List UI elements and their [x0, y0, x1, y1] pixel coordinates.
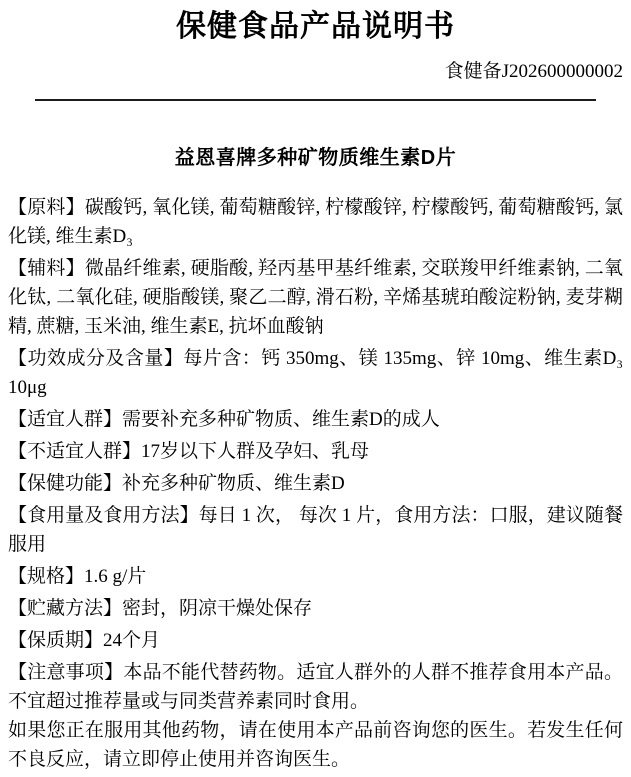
section-suitable-people — [8, 405, 623, 434]
section-content: 每日 1 次， 每次 1 片，食用方法：口服，建议随餐服用 — [8, 505, 623, 555]
section-content: 密封，阴凉干燥处保存 — [122, 598, 313, 619]
section-precautions — [8, 658, 623, 774]
section-content: 1.6 g/片 — [84, 566, 147, 587]
section-storage — [8, 594, 623, 623]
section-label: 【不适宜人群】 — [8, 441, 142, 462]
section-content: 补充多种矿物质、维生素D — [122, 473, 345, 494]
section-label: 【适宜人群】 — [8, 409, 123, 430]
section-label: 【辅料】 — [8, 258, 85, 279]
section-excipients — [8, 254, 623, 341]
section-dosage-method — [8, 501, 623, 559]
section-specification — [8, 562, 623, 591]
section-content: 17岁以下人群及孕妇、乳母 — [141, 441, 370, 462]
section-shelf-life — [8, 626, 623, 655]
registration-number: 食健备J202600000002 — [444, 61, 623, 82]
section-content: 每片含：钙 350mg、镁 135mg、锌 10mg、维生素D₃ 10μg — [8, 348, 623, 398]
section-label: 【规格】 — [8, 566, 85, 587]
section-label: 【贮藏方法】 — [8, 598, 123, 619]
section-health-function — [8, 469, 623, 498]
section-label: 【注意事项】 — [8, 662, 124, 683]
section-content-continued: 如果您正在服用其他药物，请在使用本产品前咨询您的医生。若发生任何不良反应，请立即停止使用并咨询医生。 — [8, 720, 623, 770]
section-raw-materials — [8, 193, 623, 251]
header-divider — [35, 99, 596, 101]
section-content: 碳酸钙, 氧化镁, 葡萄糖酸锌, 柠檬酸锌, 柠檬酸钙, 葡萄糖酸钙, 氯化镁, 维生素D₃ — [8, 197, 623, 247]
document-body — [8, 193, 623, 774]
product-name: 益恩喜牌多种矿物质维生素D片 — [174, 147, 457, 169]
section-content: 本品不能代替药物。适宜人群外的人群不推荐食用本产品。不宜超过推荐量或与同类营养素同时食用。 — [8, 662, 623, 712]
section-content: 24个月 — [103, 630, 161, 651]
section-unsuitable-people — [8, 437, 623, 466]
section-label: 【功效成分及含量】 — [8, 348, 184, 369]
section-active-components — [8, 344, 623, 402]
section-label: 【原料】 — [8, 197, 85, 218]
section-content: 需要补充多种矿物质、维生素D的成人 — [122, 409, 440, 430]
section-label: 【食用量及食用方法】 — [8, 505, 199, 526]
section-label: 【保质期】 — [8, 630, 104, 651]
section-label: 【保健功能】 — [8, 473, 123, 494]
section-content: 微晶纤维素, 硬脂酸, 羟丙基甲基纤维素, 交联羧甲纤维素钠, 二氧化钛, 二氧化硅, 硬脂酸镁, 聚乙二醇, 滑石粉, 辛烯基琥珀酸淀粉钠, 麦芽糊精, 蔗糖, 玉米油, 维生素E, 抗坏血酸钠 — [8, 258, 623, 337]
document-title: 保健食品产品说明书 — [176, 10, 455, 43]
